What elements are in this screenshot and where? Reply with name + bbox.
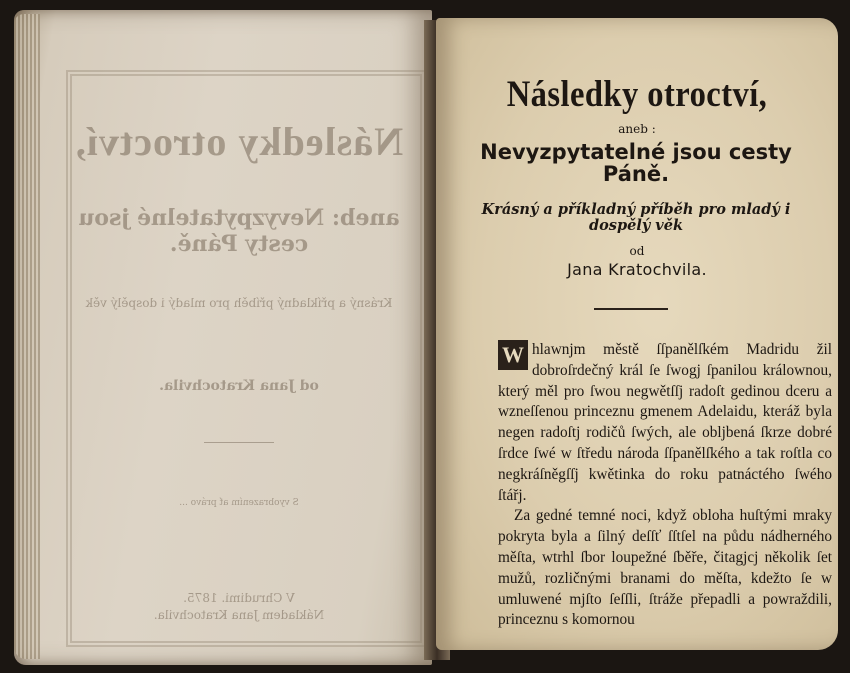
paragraph-2: Za gedné temné noci, když obloha huſtými mraky pokryta byla a ſilný deſſť ſſtſel na půdu nádherného měſta, wtrhl ſbor loupežné ſběře, čitagjcj několik ſet mužů, rozličnými branami do měſta, kdežto ſe w umluwené mjſto ſeſſli, ſtráže přepadli a powraždili, princeznu s komornou <box>498 507 832 629</box>
author-name: Jana Kratochvila. <box>567 260 707 279</box>
bleed-through-title: Následky otroctví, <box>74 119 404 164</box>
page-title: Následky otroctví, <box>506 74 768 115</box>
right-page <box>436 18 838 650</box>
aneb-label: aneb : <box>618 122 656 136</box>
bleed-through-author-name: Jana Kratochvila. <box>159 378 295 394</box>
bleed-through-rule <box>204 442 274 443</box>
page-subtitle: Nevyzpytatelné jsou cesty Páně. <box>480 140 792 186</box>
title-rule <box>594 308 668 310</box>
paragraph-1 <box>498 340 832 506</box>
page-edges <box>14 14 40 659</box>
drop-cap: W <box>498 340 528 370</box>
left-page <box>14 10 432 665</box>
bleed-through-place <box>74 590 404 624</box>
bleed-through-od: od <box>299 378 319 394</box>
bleed-through-imprint: S vyobrazením ať právo ... <box>179 498 299 508</box>
bleed-through-subtitle: aneb: Nevyzpytatelné jsou cesty Páně. <box>78 205 400 257</box>
paragraph-1-text: hlawnjm městě ſſpanělſkém Madridu žil dobroſrdečný král ſe ſwogj ſpanilou králownou, který měl pro ſwou negwětſſj radoſt gedinou dceru a wzneſſenou princeznu gmenem Adelaidu, kteráž byla negen radoſtj rodičů ſwých, ale obljbená ſkrze dobré ſrdce ſwé w ſtředu národa ſſpanělſkého a tak roſtla co negkráſněgſſj kwětinka do roku patnáctého ſwého ſtářj. <box>498 341 832 504</box>
body-text <box>498 340 832 631</box>
bleed-through-place-line-2: Nákladem Jana Kratochvila. <box>153 608 325 622</box>
bleed-through-place-line-1: V Chrudimi. 1875. <box>183 591 295 605</box>
page-tagline: Krásný a příkladný příběh pro mladý i dospělý věk <box>481 201 791 234</box>
bleed-through-tagline: Krásný a příkladný příběh pro mladý i dospělý věk <box>85 296 393 310</box>
od-label: od <box>629 244 645 258</box>
bleed-through-author <box>74 378 404 394</box>
